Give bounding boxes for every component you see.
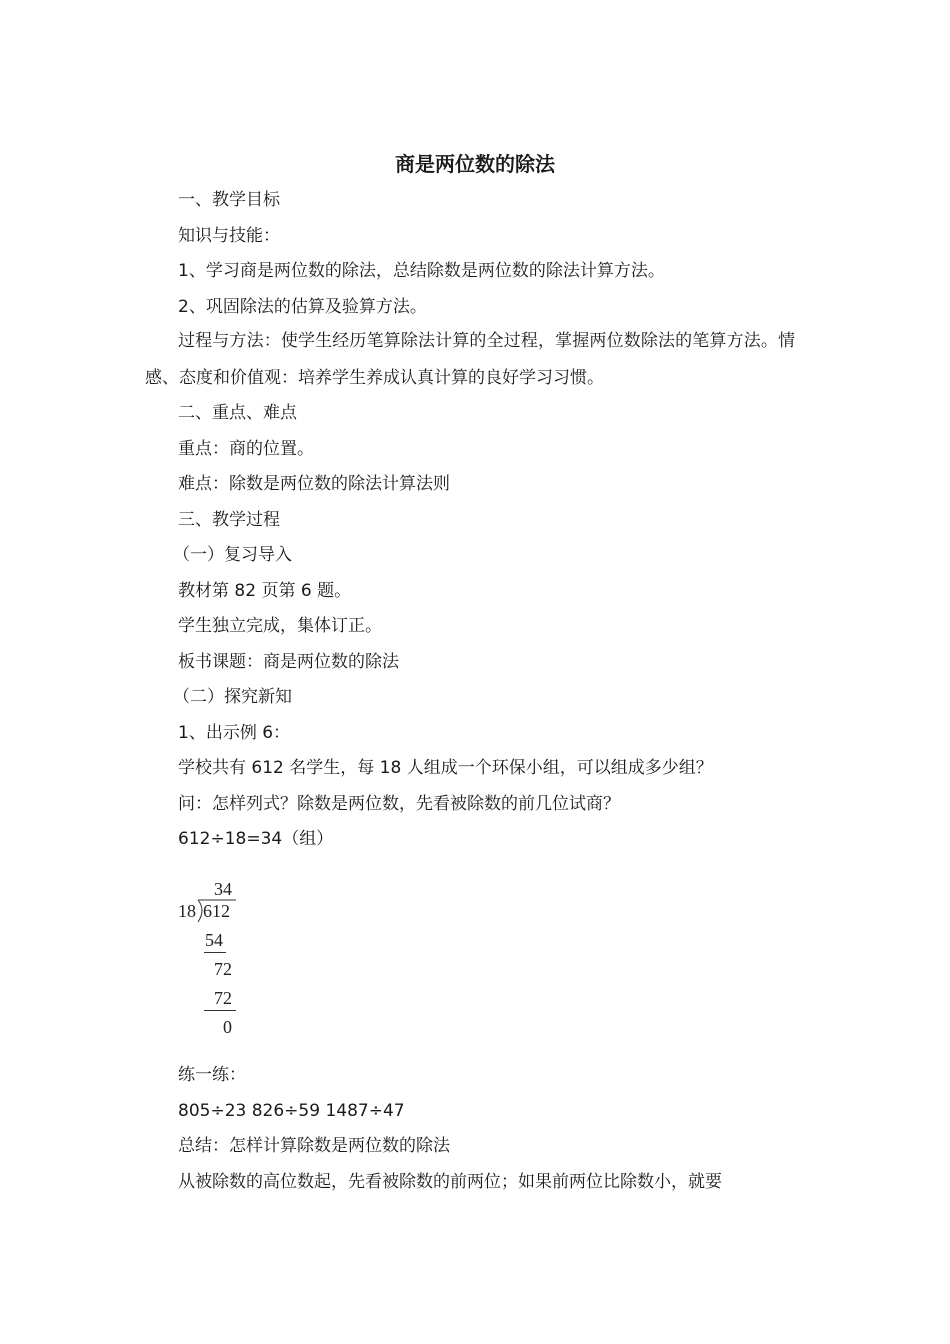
long-division-step2-product: 72 — [214, 988, 232, 1008]
practice-problems: 805÷23 826÷59 1487÷47 — [178, 1100, 405, 1121]
practice-heading: 练一练： — [178, 1065, 246, 1085]
objective-item-1: 1、学习商是两位数的除法，总结除数是两位数的除法计算方法。 — [178, 261, 665, 281]
subheading-knowledge-skills: 知识与技能： — [178, 225, 280, 246]
long-division-rule-1 — [204, 952, 226, 953]
summary-heading: 总结：怎样计算除数是两位数的除法 — [178, 1136, 450, 1156]
example-question: 问：怎样列式？除数是两位数，先看被除数的前几位试商？ — [178, 793, 620, 814]
example-heading: 1、出示例 6： — [178, 722, 291, 743]
document-body — [145, 186, 795, 861]
document-title: 商是两位数的除法 — [395, 152, 555, 176]
example-problem: 学校共有 612 名学生，每 18 人组成一个环保小组，可以组成多少组？ — [178, 758, 713, 778]
review-student-task: 学生独立完成，集体订正。 — [178, 616, 382, 636]
subsection-review: （一）复习导入 — [173, 545, 292, 565]
example-equation: 612÷18=34（组） — [178, 829, 334, 849]
section-heading-objectives: 一、教学目标 — [178, 190, 280, 210]
process-methods-paragraph: 过程与方法：使学生经历笔算除法计算的全过程，掌握两位数除法的笔算方法。情感、态度和价值观：培养学生养成认真计算的良好学习习惯。 — [145, 331, 795, 388]
section-heading-process: 三、教学过程 — [178, 509, 280, 530]
subsection-explore: （二）探究新知 — [173, 687, 292, 707]
long-division-step1-remainder: 72 — [214, 959, 232, 979]
difficult-point: 难点：除数是两位数的除法计算法则 — [178, 474, 450, 494]
long-division-step1-product: 54 — [205, 930, 223, 950]
board-topic: 板书课题：商是两位数的除法 — [178, 651, 399, 672]
long-division — [176, 876, 266, 1046]
review-textbook-ref: 教材第 82 页第 6 题。 — [178, 580, 352, 601]
key-point: 重点：商的位置。 — [178, 438, 314, 459]
long-division-rule-2 — [204, 1010, 236, 1011]
document-body-continued — [145, 1061, 795, 1203]
objective-item-2: 2、巩固除法的估算及验算方法。 — [178, 296, 427, 317]
long-division-divisor: 18 — [178, 901, 196, 921]
summary-paragraph: 从被除数的高位数起，先看被除数的前两位；如果前两位比除数小，就要 — [178, 1171, 722, 1192]
long-division-quotient: 34 — [214, 879, 232, 899]
section-heading-key-points: 二、重点、难点 — [178, 403, 297, 423]
long-division-final-remainder: 0 — [223, 1017, 232, 1037]
long-division-dividend: 612 — [203, 901, 230, 921]
